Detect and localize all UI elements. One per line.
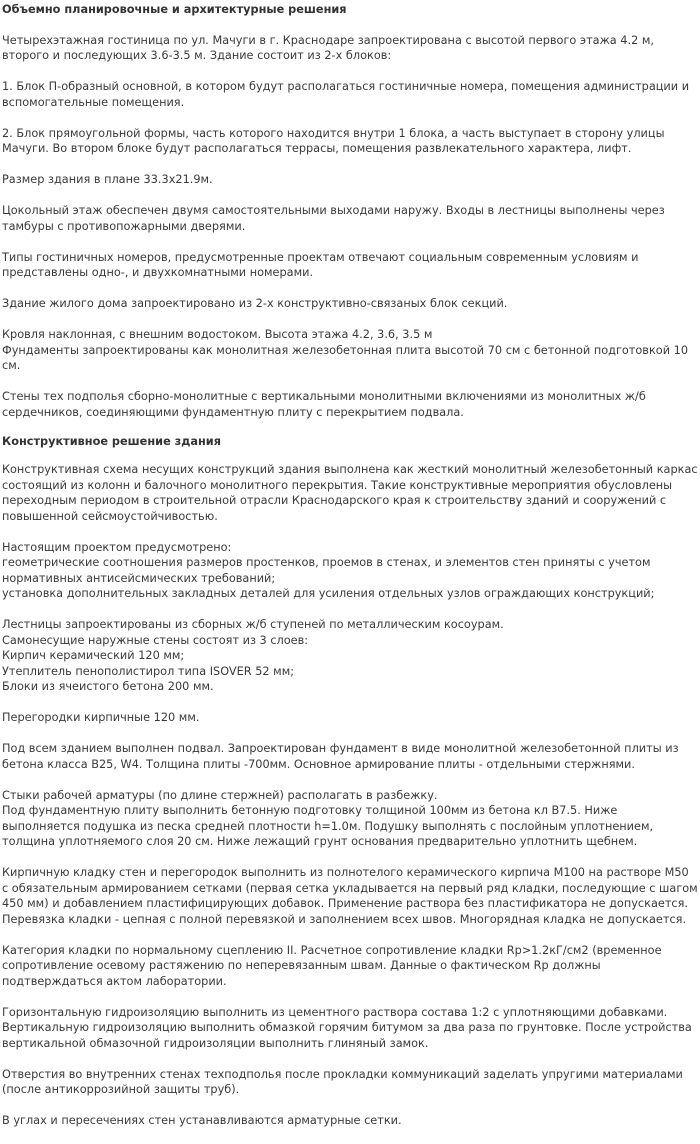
slab-text: Под фундаментную плиту выполнить бетонную подготовку толщиной 100мм из бетона кл В7.5. Ниже выполняется подушка из песка средней плотности h=1.0м. Подушку выполнять с послойным уплотнением, толщина уплотняемого слоя 20 см. Ниже лежащий грунт основания предварительно уплотнить щебнем. <box>2 804 654 848</box>
paragraph-size: Размер здания в плане 33.3х21.9м. <box>2 173 213 186</box>
paragraph-basement-exits: Цокольный этаж обеспечен двумя самостоятельными выходами наружу. Входы в лестницы выполнены через тамбуры с противопожарными дверями. <box>2 204 665 233</box>
joints-line: Стыки рабочей арматуры (по длине стержней) располагать в разбежку. <box>2 788 438 802</box>
paragraph-walls: Стены тех подполья сборно-монолитные с вертикальными монолитными включениями из монолитных ж/б сердечников, соединяющими фундаментную плиту с перекрытием подвала. <box>2 390 646 419</box>
foundation-line: Фундаменты запроектированы как монолитная железобетонная плита высотой 70 см с бетонной подготовкой 10 см. <box>2 343 689 372</box>
paragraph-waterproofing: Горизонтальную гидроизоляцию выполнить из цементного раствора состава 1:2 с уплотняющими добавками. Вертикальную гидроизоляцию выполнить обмазкой горячим битумом за два раза по грунтовке. После устройства вертикальной обмазочной гидроизоляции выполнить глиняный замок. <box>2 1005 692 1050</box>
paragraph-provided <box>2 540 698 602</box>
section-heading-structural: Конструктивное решение здания <box>2 434 221 448</box>
walls-layers-title: Самонесущие наружные стены состоят из 3 слоев: <box>2 633 309 647</box>
paragraph-corners: В углах и пересечениях стен устанавливаются арматурные сетки. <box>2 1114 402 1127</box>
provided-item-2: установка дополнительных закладных деталей для усиления отдельных узлов ограждающих конструкций; <box>2 587 655 600</box>
layer-insulation: Утеплитель пенополистирол типа ISOVER 52 мм; <box>2 664 295 678</box>
paragraph-stairs-walls <box>2 617 698 695</box>
paragraph-block-2: 2. Блок прямоугольной формы, часть которого находится внутри 1 блока, а часть выступает в сторону улицы Мачуги. Во втором блоке будут располагаться террасы, помещения развлекательного характера, лифт. <box>2 126 665 155</box>
paragraph-category: Категория кладки по нормальному сцеплению II. Расчетное сопротивление кладки Rp>1.2кГ/см2 (временное сопротивление осевому растяжению по неперевязанным швам. Данные о фактическом Rp должны подтверждаться актом лаборатории. <box>2 943 662 988</box>
paragraph-intro: Четырехэтажная гостиница по ул. Мачуги в г. Краснодаре запроектирована с высотой первого этажа 4.2 м, второго и последующих 3.6-3.5 м. Здание состоит из 2-х блоков: <box>2 33 654 62</box>
layer-blocks: Блоки из ячеистого бетона 200 мм. <box>2 680 214 693</box>
provided-item-1: геометрические соотношения размеров простенков, проемов в стенах, и элементов стен приняты с учетом нормативных антисейсмических требований; <box>2 556 651 585</box>
document-body <box>2 0 698 1144</box>
paragraph-joints-slab <box>2 788 698 850</box>
paragraph-sections: Здание жилого дома запроектировано из 2-х конструктивно-связаных блок секций. <box>2 297 508 310</box>
paragraph-holes: Отверстия во внутренних стенах техподполья после прокладки коммуникаций заделать упругими материалами (после антикоррозийной защиты труб). <box>2 1067 683 1096</box>
section-heading-planning: Объемно планировочные и архитектурные решения <box>2 3 347 16</box>
paragraph-roof-foundation <box>2 327 698 374</box>
provided-title: Настоящим проектом предусмотрено: <box>2 540 232 554</box>
stairs-line: Лестницы запроектированы из сборных ж/б ступеней по металлическим косоурам. <box>2 618 504 631</box>
roof-line: Кровля наклонная, с внешним водостоком. Высота этажа 4.2, 3.6, 3.5 м <box>2 328 433 341</box>
paragraph-masonry: Кирпичную кладку стен и перегородок выполнить из полнотелого керамического кирпича М100 на растворе М50 с обязательным армированием сетками (первая сетка укладывается на первый ряд кладки, последующие с шагом 450 мм) и добавлением пластифицирующих добавок. Применение раствора без пластификатора не допускается. Перевязка кладки - цепная с полной перевязкой и заполнением всех швов. Многорядная кладка не допускается. <box>2 866 698 926</box>
paragraph-block-1: 1. Блок П-образный основной, в котором будут располагаться гостиничные номера, помещения администрации и вспомогательные помещения. <box>2 80 690 109</box>
paragraph-room-types: Типы гостиничных номеров, предусмотренные проектам отвечают социальным современным условиям и представлены одно-, и двухкомнатными номерами. <box>2 250 639 279</box>
paragraph-partitions: Перегородки кирпичные 120 мм. <box>2 711 200 724</box>
paragraph-scheme: Конструктивная схема несущих конструкций здания выполнена как жесткий монолитный железобетонный каркас состоящий из колонн и балочного монолитного перекрытия. Такие конструктивные мероприятия обусловлены переходным периодом в строительной отрасли Краснодарского края к строительству зданий и сооружений с повышенной сейсмоустойчивостью. <box>2 463 698 523</box>
layer-brick: Кирпич керамический 120 мм; <box>2 649 185 662</box>
paragraph-basement: Под всем зданием выполнен подвал. Запроектирован фундамент в виде монолитной железобетонной плиты из бетона класса В25, W4. Толщина плиты -700мм. Основное армирование плиты - отдельными стержнями. <box>2 742 679 771</box>
